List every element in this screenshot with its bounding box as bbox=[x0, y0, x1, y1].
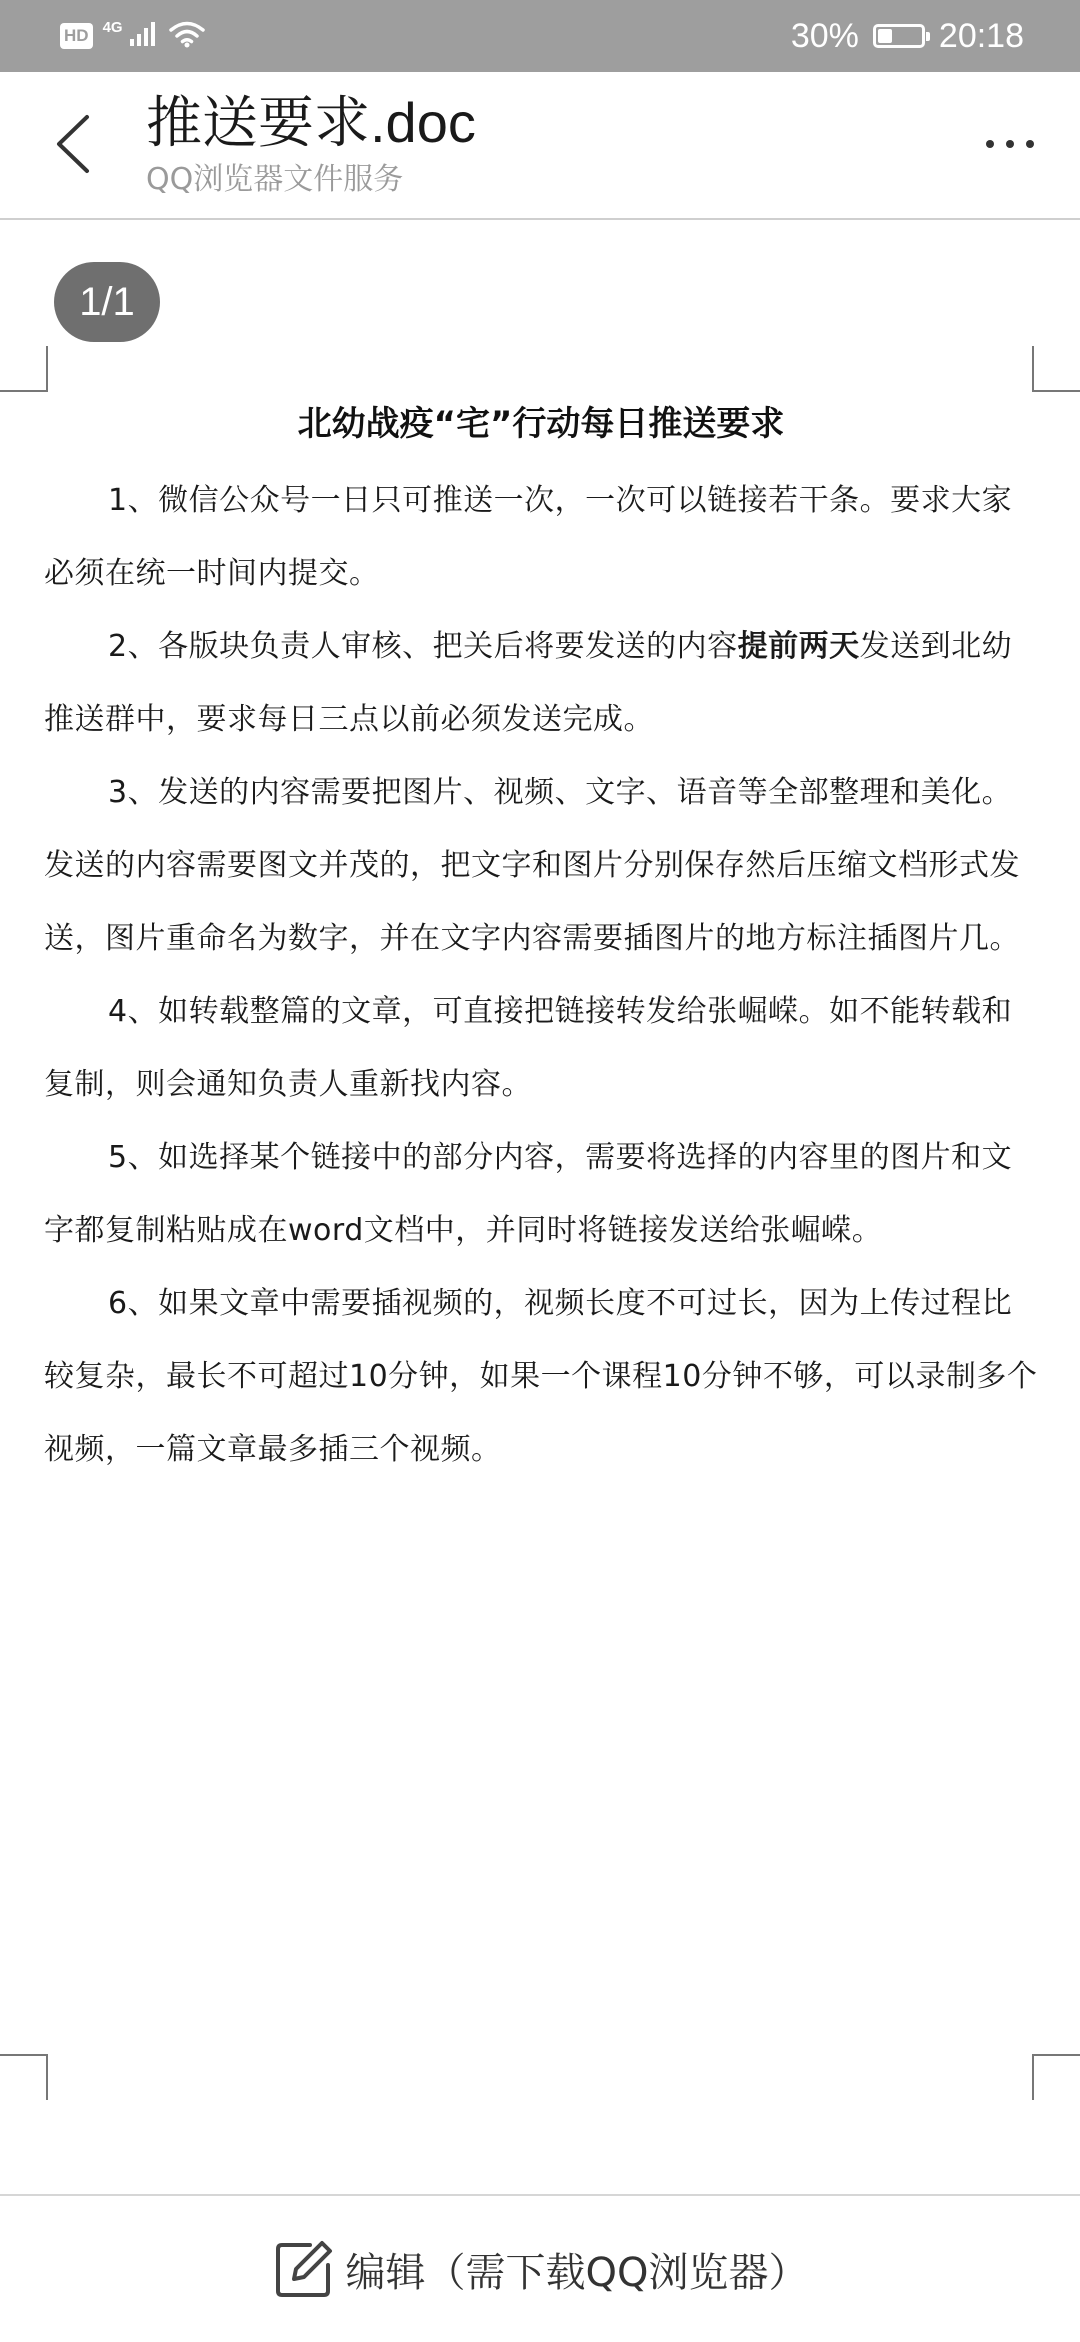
more-horizontal-icon-dot bbox=[986, 140, 994, 148]
document-subtitle: QQ浏览器文件服务 bbox=[146, 162, 404, 197]
paragraph-1: 1、微信公众号一日只可推送一次，一次可以链接若干条。要求大家必须在统一时间内提交。 bbox=[44, 483, 1013, 591]
paragraph-5: 5、如选择某个链接中的部分内容，需要将选择的内容里的图片和文字都复制粘贴成在word文档中，并同时将链接发送给张崛嵘。 bbox=[44, 1140, 1013, 1248]
document-page bbox=[44, 392, 1038, 1486]
paragraph-6: 6、如果文章中需要插视频的，视频长度不可过长，因为上传过程比较复杂，最长不可超过10分钟，如果一个课程10分钟不够，可以录制多个视频，一篇文章最多插三个视频。 bbox=[44, 1286, 1038, 1467]
battery-level-fill bbox=[878, 29, 892, 43]
chevron-left-icon bbox=[53, 113, 93, 175]
document-heading: 北幼战疫“宅”行动每日推送要求 bbox=[297, 404, 785, 444]
wifi-icon bbox=[169, 20, 205, 53]
edit-button[interactable] bbox=[272, 2237, 809, 2301]
status-left-group bbox=[60, 18, 205, 54]
signal-icon bbox=[129, 21, 159, 52]
more-horizontal-icon-dot bbox=[1006, 140, 1014, 148]
edit-label: 编辑（需下载QQ浏览器） bbox=[345, 2249, 809, 2296]
status-right-group bbox=[791, 14, 1024, 58]
more-horizontal-icon-dot bbox=[1026, 140, 1034, 148]
crop-mark-top-right bbox=[1032, 346, 1080, 392]
paragraph-2-after: 发送到北幼推送群中，要求每日三点以前必须发送完成。 bbox=[44, 629, 1013, 737]
app-header bbox=[0, 72, 1080, 220]
crop-mark-top-left bbox=[0, 346, 48, 392]
crop-mark-bottom-left bbox=[0, 2054, 48, 2100]
edit-icon bbox=[272, 2237, 336, 2301]
document-title: 推送要求.doc bbox=[146, 91, 476, 154]
paragraph-4: 4、如转载整篇的文章，可直接把链接转发给张崛嵘。如不能转载和复制，则会通知负责人重新找内容。 bbox=[44, 994, 1013, 1102]
battery-icon bbox=[873, 24, 925, 48]
paragraph-2-before: 2、各版块负责人审核、把关后将要发送的内容 bbox=[108, 629, 738, 664]
battery-percent: 30% bbox=[790, 16, 859, 55]
hd-badge: HD bbox=[60, 23, 93, 49]
paragraph-2-bold: 提前两天 bbox=[737, 629, 860, 664]
paragraph-2 bbox=[44, 610, 1038, 756]
crop-mark-bottom-right bbox=[1032, 2054, 1080, 2100]
bottom-bar bbox=[0, 2194, 1080, 2342]
page-indicator: 1/1 bbox=[54, 262, 160, 342]
network-type-label: 4G bbox=[102, 18, 123, 36]
status-bar bbox=[0, 0, 1080, 72]
title-block bbox=[146, 90, 476, 200]
clock: 20:18 bbox=[938, 16, 1024, 55]
paragraph-3: 3、发送的内容需要把图片、视频、文字、语音等全部整理和美化。发送的内容需要图文并茂的，把文字和图片分别保存然后压缩文档形式发送，图片重命名为数字，并在文字内容需要插图片的地方标注插图片几。 bbox=[44, 775, 1020, 956]
back-button[interactable] bbox=[38, 104, 108, 184]
more-options-button[interactable] bbox=[970, 122, 1050, 166]
